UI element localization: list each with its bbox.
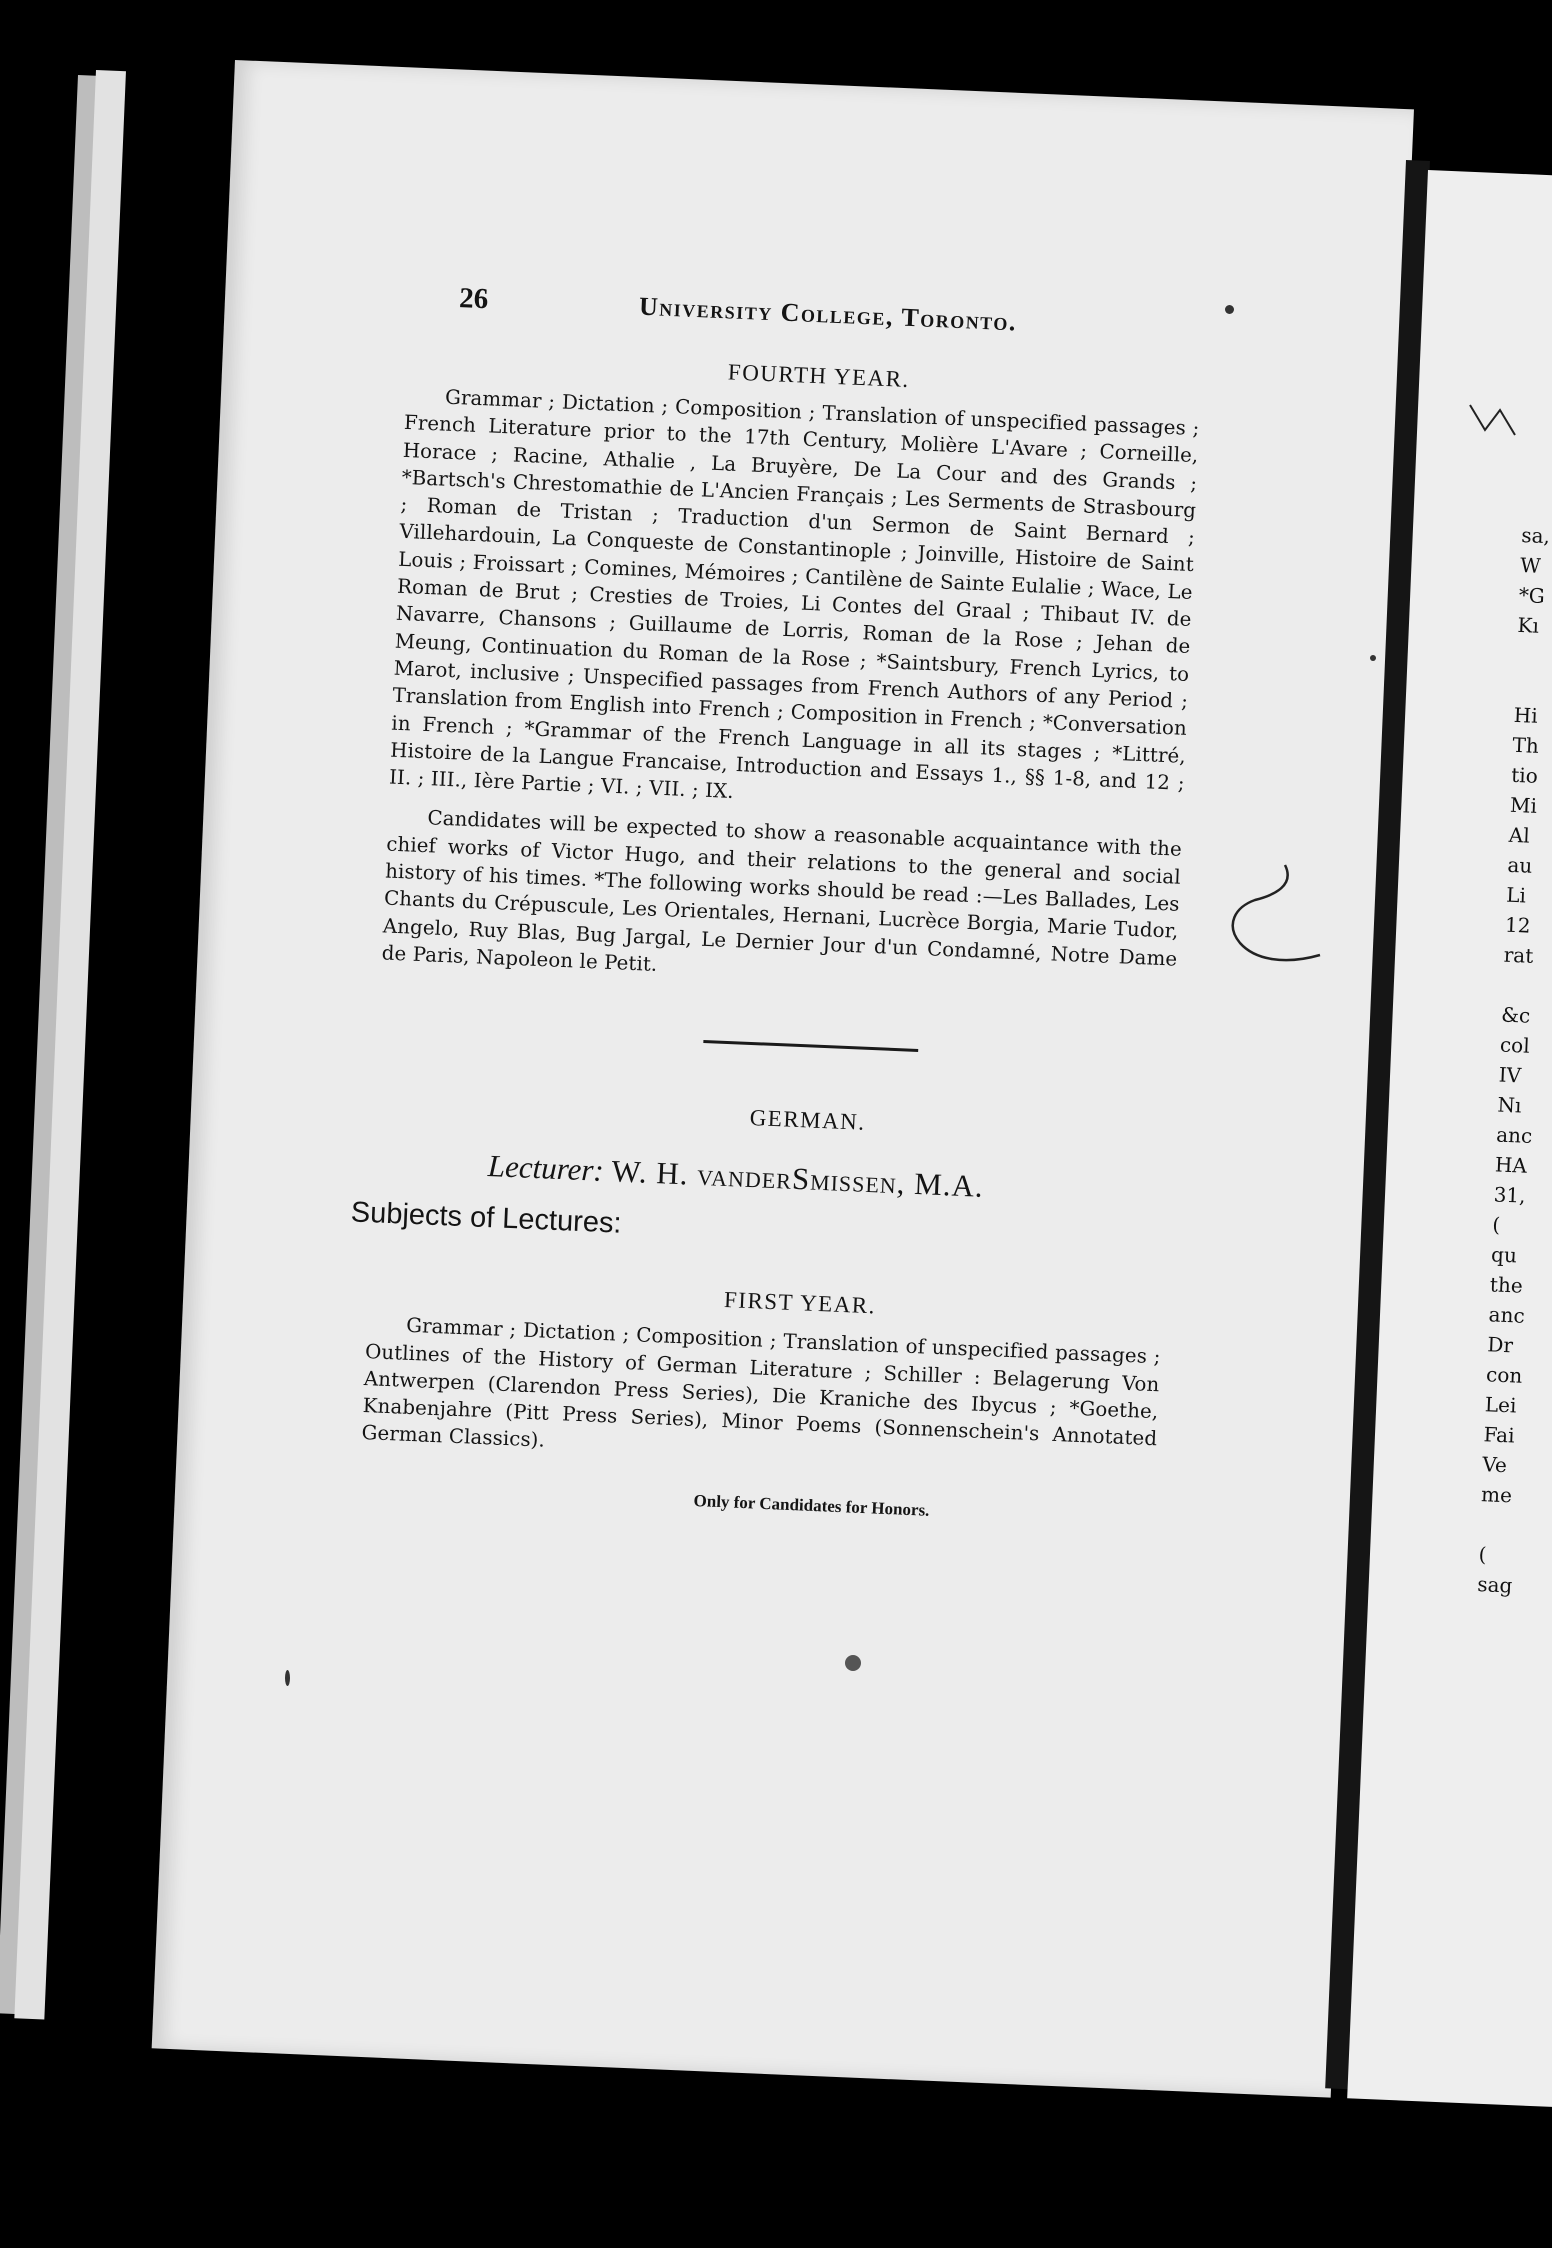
ink-mark — [1465, 395, 1525, 445]
running-head: University College, Toronto. — [638, 291, 1018, 337]
right-page-fragment: Th — [1512, 732, 1540, 758]
subjects-label: Subjects of Lectures: — [350, 1196, 623, 1240]
right-page-fragment: tio — [1510, 762, 1539, 788]
first-year-text: Grammar ; Dictation ; Composition ; Translation of unspecified passages ; Outlines of the History of German Literature ; Schiller : Belagerung Von Antwerpen (Clarendon Press Series), Die Kraniche des Ibycus ; *Goethe, Knabenjahre (Pitt Press Series), Minor Poems (Sonnenschein's Annotated German Classics). — [361, 1314, 1162, 1453]
right-page-fragment: HA — [1494, 1152, 1528, 1178]
scan-speck — [845, 1655, 861, 1671]
right-page-fragment: Mi — [1509, 792, 1538, 818]
first-year-heading: FIRST YEAR. — [723, 1287, 877, 1319]
right-page-fragment: Hi — [1513, 702, 1539, 728]
right-page-fragment: con — [1485, 1362, 1523, 1388]
right-page-fragment — [1516, 640, 1552, 671]
page-number: 26 — [458, 282, 489, 316]
right-page-fragment: anc — [1495, 1122, 1533, 1148]
fourth-year-text: Grammar ; Dictation ; Composition ; Translation of unspecified passages ; French Literature prior to the 17th Century, Molière L'Avare ; Corneille, Horace ; Racine, Athalie , La Bruyère, De La Cour and des Grands ; *Bartsch's Chrestomathie de L'Ancien Français ; Les Serments de Strasbourg ; Roman de Tristan ; Traduction d'un Sermon de Saint Bernard ; Villehardouin, La Conqueste de Constantinople ; Joinville, Histoire de Saint Louis ; Froissart ; Comines, Mémoires ; Cantilène de Sainte Eulalie ; Wace, Le Roman de Brut ; Cresties de Troies, Li Contes del Graal ; Thibaut IV. de Navarre, Chansons ; Guillaume de Lorris, Roman de la Rose ; Jehan de Meung, Continuation du Roman de la Rose ; *Saintsbury, French Lyrics, to Marot, inclusive ; Unspecified passages from French Authors of any Period ; Translation from English into French ; Composition in French ; *Conversation in French ; *Grammar of the French Language in all its stages ; *Littré, Histoire de la Langue Francaise, Introduction and Essays 1., §§ 1-8, and 12 ; II. ; III., Ière Partie ; VI. ; VII. ; IX. — [388, 385, 1200, 804]
section-divider — [703, 1040, 918, 1052]
right-page-fragment: Nı — [1497, 1092, 1522, 1118]
right-page-fragment: ( — [1491, 1212, 1501, 1237]
right-page-fragment: W — [1519, 552, 1542, 578]
scan-speck — [1225, 305, 1234, 314]
right-page-fragment: Kı — [1517, 612, 1540, 638]
scan-speck — [285, 1670, 290, 1686]
right-page-fragment: rat — [1503, 942, 1534, 968]
fourth-year-heading: FOURTH YEAR. — [727, 359, 911, 393]
lecturer-name: W. H. vanderSmissen, M.A. — [610, 1153, 985, 1205]
german-heading: GERMAN. — [749, 1105, 867, 1136]
page-content — [350, 280, 1234, 1531]
right-page-fragment: Fai — [1483, 1422, 1516, 1448]
right-page-fragment: qu — [1490, 1242, 1518, 1268]
right-page-fragment — [1479, 1509, 1516, 1540]
right-page-fragment: me — [1480, 1482, 1513, 1508]
right-page-fragment: anc — [1488, 1302, 1526, 1328]
right-page-fragment — [1502, 970, 1539, 1001]
right-page-fragment: &c — [1500, 1002, 1531, 1028]
right-page-fragment: Al — [1508, 822, 1531, 848]
right-page-fragment: IV — [1498, 1062, 1522, 1088]
right-page-fragment: 31, — [1493, 1182, 1527, 1208]
right-page-fragment: the — [1489, 1272, 1524, 1298]
right-page-fragment: *G — [1518, 582, 1546, 609]
honors-footnote: Only for Candidates for Honors. — [693, 1490, 930, 1520]
right-page-fragment: 12 — [1504, 912, 1531, 938]
right-page-fragment: sa, — [1520, 522, 1551, 549]
right-page-fragment: Ve — [1481, 1452, 1508, 1478]
right-page-fragment: col — [1499, 1032, 1531, 1058]
right-page-fragment — [1514, 670, 1551, 701]
right-page-fragment: sag — [1476, 1572, 1513, 1598]
right-page-fragment: ( — [1478, 1542, 1487, 1567]
candidates-text: Candidates will be expected to show a reasonable acquaintance with the chief works of Victor Hugo, and their relations to the general and social history of his times. *The following works should be read :—Les Ballades, Les Chants du Crépuscule, Les Orientales, Hernani, Lucrèce Borgia, Marie Tudor, Angelo, Ruy Blas, Bug Jargal, Le Dernier Jour d'un Condamné, Notre Dame de Paris, Napoleon le Petit. — [381, 806, 1183, 976]
ink-squiggle-mark — [1215, 855, 1330, 1005]
right-page-fragment: Dr — [1486, 1332, 1514, 1358]
right-page-fragment: Li — [1505, 882, 1527, 908]
lecturer-line — [487, 1148, 1198, 1214]
lecturer-label: Lecturer: — [487, 1148, 605, 1189]
right-page-fragment: Lei — [1484, 1392, 1517, 1418]
scan-speck — [1370, 655, 1376, 661]
right-page-fragment: au — [1507, 852, 1533, 878]
